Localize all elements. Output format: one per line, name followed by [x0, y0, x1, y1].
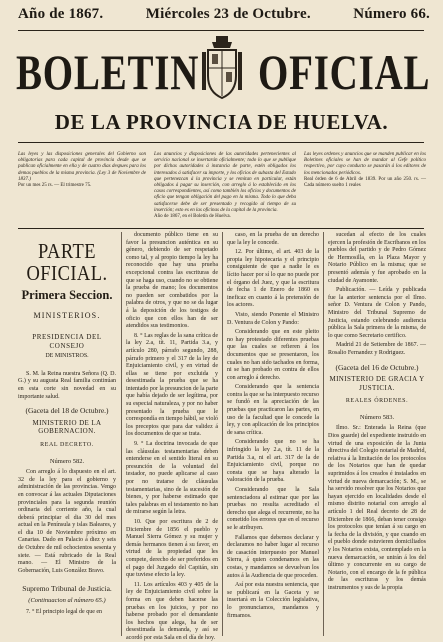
heading-ministerio-gobernacion: MINISTERIO DE LA GOBERNACION.: [32, 418, 102, 436]
notices-block: [18, 152, 426, 224]
paragraph: documento público tiene en su favor la presuncion auténtica en su género, debiendo de ser respetado como tal, y al propio tiempo la ley ha reconocido que hay una prueba excepcional contra las escrituras de que se haga uso, cuando no se obtiene la prueba de mano; los documentos no pueden ser combatidos por la palabra de otros, y que no se da lugar á la deposición de los testigos de oficio que con ellos han de ser atendidos sus testimonios.: [126, 232, 218, 330]
paragraph: 10. Que por escritura de 2 de Diciembre de 1856 el pueblo y Manuel Sierra Gómez y su mujer y demás hermanos tienen á su favor, en virtud de la propiedad que les compete, derecho de ser preferidos en el pago del Juzgado del Capitán, sin que tuviese efecto la ley.: [126, 518, 218, 579]
heading-reales-ordenes: REALES ÓRDENES.: [345, 398, 409, 405]
paragraph: S. M. la Reina nuestra Señora (Q. D. G.) y su augusta Real familia continúan en esta corte sin novedad en su importante salud.: [18, 370, 116, 400]
heading-ministerios: MINISTERIOS.: [33, 310, 101, 320]
notice-center-footer: Año de 1867, en el Boletín de Huelva.: [154, 214, 231, 220]
paragraph: Considerando que la Sala sentenciadora al estimar que por las pruebas no resulta acreditado el derecho que alega el recurrente, no ha cometido los errores que en el recurso se le atribuyen.: [227, 487, 319, 531]
section-heading-primera: Primera Seccion.: [21, 288, 113, 302]
paragraph: 8. ° Las reglas de la sana crítica de la ley 2.a, tít. 11, Partida 3.a, y artículo 280, párrafo segundo, 288, párrafo primero y el 317 de la ley de Enjuiciamiento civil, y en virtud de ellas se tiene por excluida y desestimada la prueba que se ha intentado por la presuncion de la parte que había dejado de ser legítima, por su especial naturaleza, y por no haber presentado la prueba que le correspondía en tiempo hábil, se violó los preceptos que para dar validez á los documentos de que se trata.: [126, 332, 218, 438]
header-rule-top: [18, 30, 424, 31]
notice-left-text: Las leyes y las disposiciones generales del Gobierno son obligatorias para cada capital de provincia desde que se publican oficialmente en ella y de cuatro dias despues para los demas pueblos de la misma provincia. (Ley 3 de Noviembre de 1837.): [18, 152, 146, 182]
column-divider: [121, 232, 122, 636]
paragraph: Fallamos que debemos declarar y declaramos no haber lugar al recurso de casación interpuesto por Manuel Sierra, á quien condenamos en las costas, y mandamos se devuelvan los autos á la Audiencia de que proceden.: [227, 534, 319, 579]
paragraph: Con arreglo á lo dispuesto en el art. 32 de la ley para el gobierno y administración de las provincias. Vengo en convocar á las actuales Diputaciones provinciales para la segunda reunión ordinaria del corriente año, la cual deberá principiar el dia 30 del mes actual en la Península y islas Baleares, y el dia 10 de Noviembre próximo en Canarias. Dado en Palacio á diez y seis de Octubre de mil ochocientos sesenta y siete. — Está rubricado de la Real mano. — El Ministro de la Gobernación, Luis González Bravo.: [18, 469, 116, 574]
order-number: Número 583.: [359, 413, 395, 421]
heading-de-ministros: DE MINISTROS.: [45, 353, 89, 360]
paragraph: 9. ° La doctrina invocada de que las cláusulas testamentarias deben entenderse en el sentido literal en su presunción de la voluntad del testador, no puede aplicarse al caso por no tratarse de cláusulas testamentarias, sino de la sucesión de bienes, y por haberse estimado que tales palabras en el testamento no han de mirarse según la letra.: [126, 441, 218, 516]
column-divider: [323, 232, 324, 636]
notice-right: [304, 152, 426, 189]
heading-real-decreto: REAL DECRETO.: [40, 441, 94, 448]
header-rule-bottom: [18, 142, 424, 143]
paragraph: 12. Por último, el art. 403 de la propia ley hipotecaria y el principio consiguiente de que a nadie le es lícito hacer por sí lo que no puede por el órgano del Juez, y que la escritura de fecha 1 de Enero de 1860 es ineficaz en cuanto á la pretensión de los actores.: [227, 249, 319, 309]
heading-ministerio-gracia-justicia: MINISTERIO DE GRACIA Y JUSTICIA.: [329, 375, 425, 392]
masthead-topline: [18, 6, 430, 23]
notice-left-price: Por un mes 25 rs. — El trimestre 75.: [18, 183, 92, 189]
decree-number: Número 582.: [49, 457, 85, 465]
issue-year: Año de 1867.: [18, 6, 104, 22]
notice-right-price: Real órden de 6 de Abril de 1839. Por un año 250. rs. — Cada número suelto 1 reales: [304, 176, 426, 189]
notice-center: [154, 152, 296, 220]
continuation-note: (Continuacion al número 65.): [28, 597, 106, 605]
paragraph: Considerando que en este pleito no hay protestado diferentes pruebas que las cuales se refieren á los documentos que se presentaron, los cuales no han sido tachados en forma, ni se han probado en contra de ellos con arreglo á derecho.: [227, 329, 319, 381]
notices-rule: [18, 228, 424, 229]
section-heading-parte-oficial: PARTE OFICIAL.: [26, 239, 108, 285]
notice-right-text: Las leyes ordenes y anuncios que se manden publicar en los Boletines oficiales se han de mandar al Gefe político respectivo, por cuyo conducto se pasarán á los editores de los mencionados periódicos.: [304, 152, 426, 176]
column-4: [328, 232, 426, 636]
heading-presidencia: PRESIDENCIA DEL CONSEJO: [32, 333, 102, 351]
paragraph: Así por esta nuestra sentencia, que se publicará en la Gaceta y se insertará en la Colección legislativa, lo pronunciamos, mandamos y firmamos.: [227, 582, 319, 619]
paragraph: 7. ° El principio legal de que en: [26, 608, 103, 615]
title-boletin: BOLETIN: [16, 44, 200, 100]
gaceta-reference: (Gaceta del 16 de Octubre.): [335, 362, 419, 372]
coat-of-arms-icon: [198, 34, 246, 104]
column-3: [227, 232, 319, 636]
column-divider: [222, 232, 223, 636]
paragraph: Visto, siendo Ponente el Ministro D. Ventura de Colon y Pando:: [227, 311, 319, 326]
paragraph: Publicación. — Leída y publicada fue la anterior sentencia por el Ilmo. señor D. Ventura de Colon y Pando, Ministro del Tribunal Supremo de Justicia, estando celebrando audiencia pública la Sala primera de la misma, de lo que como Secretario certifico.: [328, 287, 426, 339]
paragraph: caso, en la prueba de un derecho que la ley le concede.: [227, 232, 319, 246]
paragraph: Considerando que no se ha infringido la ley 2.a, tít. 11 de la Partida 3.a, ni el art. 317 de la de Enjuiciamiento civil, porque no consta que se haya alterado la valoración de la prueba.: [227, 439, 319, 484]
paragraph: Ilmo. Sr.: Enterada la Reina (que Dios guarde) del expediente instruido en virtud de una exposición de la Junta directiva del Colegio notarial de Madrid, relativa á la limitación de los protocolos de los Notarios que han de quedar suprimidos á los creados é instalados en virtud de nueva demarcación; S. M., se ha servido resolver que los Notarios que hayan ejercido en localidades desde el mismo distrito notarial con arreglo al artículo 1 del Real decreto de 28 de Diciembre de 1866, deban tener consigo los protocolos que tenían á su cargo en la fecha de la división, y que cuando en el pueblo donde estuvieren domiciliados y los Notarios exista, contemplado en la nueva demarcación, se unirán á los del último y concurrente en su cargo de Notario, con el encargo de la fe pública de las escrituras y los demás instrumentos y sus de la propia: [328, 425, 426, 591]
paragraph: 11. Los artículos 403 y 405 de la ley de Enjuiciamiento civil sobre la forma en que deben hacerse las pruebas en los juicios, y por no haberse probado por el demandante los hechos que alega, ha de ser desestimada la demanda, y así se acordó por esta Sala en el día de hoy.: [126, 581, 218, 641]
gaceta-reference: (Gaceta del 18 de Octubre.): [25, 406, 109, 416]
paragraph: Madrid 21 de Setiembre de 1867. — Rosalio Fernandez y Rodriguez.: [328, 342, 426, 356]
title-oficial: OFICIAL: [258, 44, 431, 100]
paragraph: sucedan al efecto de los cuales ejercen la profesión de Escribanos en los pueblos del partido y de Pedro Gómez de Hermosilla, en la Plaza Mayor y Notario Público en la misma; que se presentó además y fue aprobado en la ciudad de Ayamonte.: [328, 232, 426, 284]
issue-date: Miércoles 23 de Octubre.: [145, 6, 311, 22]
notice-left: [18, 152, 146, 189]
issue-number: Número 66.: [353, 6, 430, 22]
notice-center-text: Los anuncios y disposiciones de las autoridades pertenecientes al servicio nacional se insertarán oficialmente; todo lo que se publique por dichas autoridades á instancia de parte, estén obligados los interesados á satisfacer su importe, y los oficios de subasta del Estado que pertenezcan á la provincia y se remitan en particular, están obligados á pagar su inserción, con arreglo á lo establecido en los casos correspondientes, así como también los oficios y documentos de oficio que tengan obligación del pago en la misma. Todo lo que deba satisfacerse debe de ser presentado y recogido al tiempo de su inserción; esto es en las oficinas de la capital de la provincia.: [154, 152, 296, 213]
heading-tribunal: Supremo Tribunal de Justicia.: [22, 584, 112, 594]
column-1: [18, 232, 116, 636]
column-2: [126, 232, 218, 641]
subtitle: DE LA PROVINCIA DE HUELVA.: [54, 110, 389, 134]
paragraph: Considerando que la sentencia contra la que se ha interpuesto recurso se fundó en la apreciación de las pruebas que practicaron las partes, en uso de la facultad que le concede la ley, y con aplicación de los principios de sana crítica.: [227, 384, 319, 436]
